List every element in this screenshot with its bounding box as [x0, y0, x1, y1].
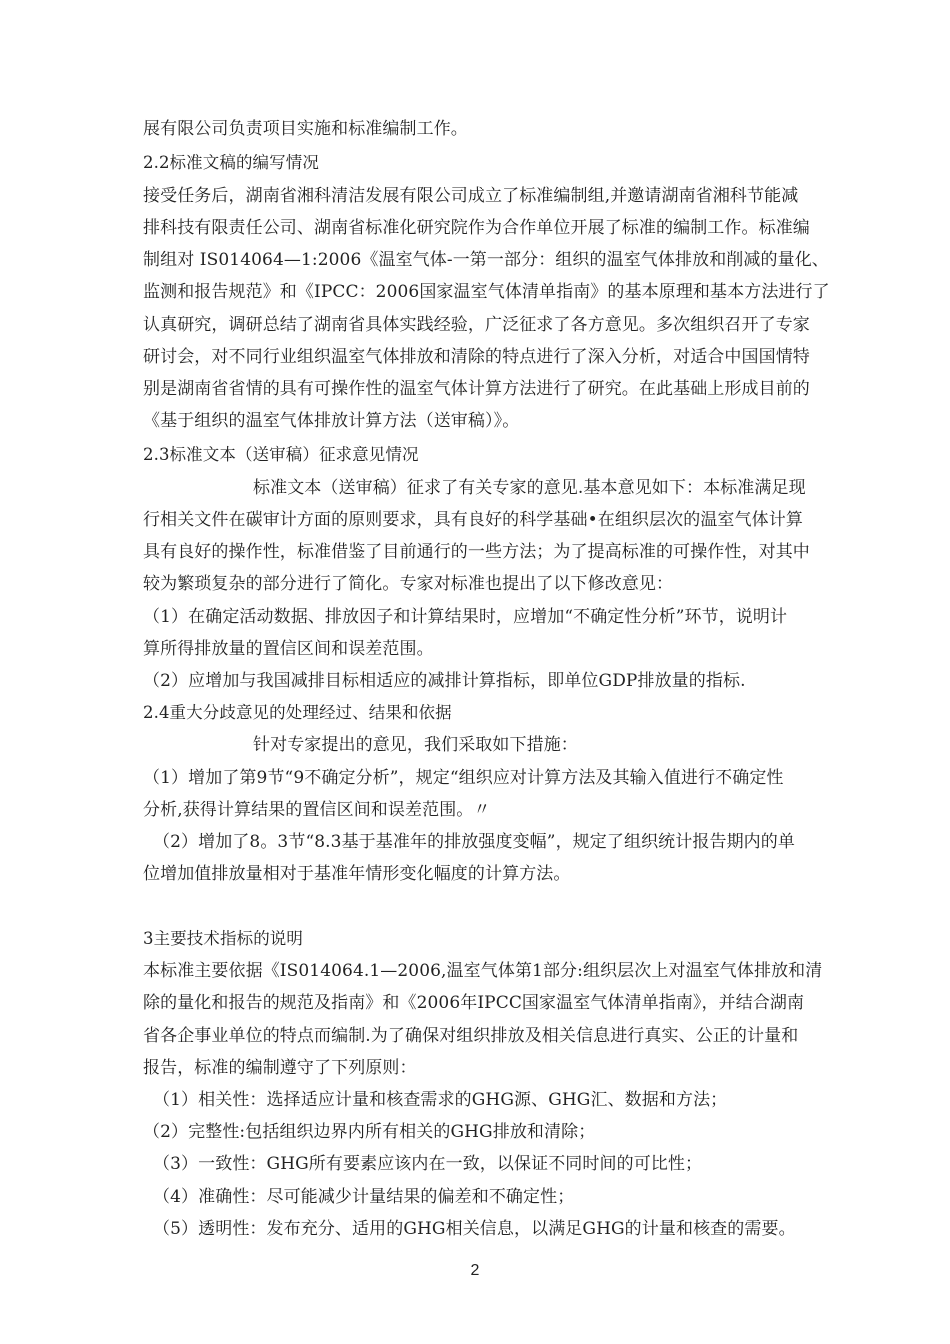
- list-item: （3）一致性：GHG所有要素应该内在一致，以保证不同时间的可比性；: [153, 1154, 703, 1174]
- text-line: 省各企事业单位的特点而编制.为了确保对组织排放及相关信息进行真实、公正的计量和: [143, 1026, 799, 1046]
- text-line: 算所得排放量的置信区间和误差范围。: [143, 639, 434, 659]
- text-line: 除的量化和报告的规范及指南》和《2006年IPCC国家温室气体清单指南》，并结合湖南: [143, 993, 805, 1013]
- text-line: 针对专家提出的意见，我们采取如下措施：: [253, 735, 578, 755]
- text-line: 行相关文件在碳审计方面的原则要求，具有良好的科学基础•在组织层次的温室气体计算: [143, 510, 803, 530]
- list-item: （2）完整性:包括组织边界内所有相关的GHG排放和清除；: [143, 1122, 596, 1142]
- list-item: （4）准确性：尽可能减少计量结果的偏差和不确定性；: [153, 1187, 575, 1207]
- section-heading: 2.2标准文稿的编写情况: [143, 153, 319, 172]
- section-heading: 3主要技术指标的说明: [143, 929, 303, 948]
- page-number: 2: [470, 1262, 480, 1279]
- text-line: （2）应增加与我国减排目标相适应的减排计算指标，即单位GDP排放量的指标.: [143, 671, 746, 691]
- text-line: 研讨会，对不同行业组织温室气体排放和清除的特点进行了深入分析，对适合中国国情特: [143, 347, 810, 367]
- text-line: 分析,获得计算结果的置信区间和误差范围。〃: [143, 800, 491, 820]
- text-line: 排科技有限责任公司、湖南省标准化研究院作为合作单位开展了标准的编制工作。标准编: [143, 218, 810, 238]
- text-line: 《基于组织的温室气体排放计算方法（送审稿）》。: [143, 411, 520, 431]
- text-line: 别是湖南省省情的具有可操作性的温室气体计算方法进行了研究。在此基础上形成目前的: [143, 379, 810, 399]
- text-line: 接受任务后，湖南省湘科清洁发展有限公司成立了标准编制组,并邀请湖南省湘科节能减: [143, 186, 799, 206]
- section-heading: 2.3标准文本（送审稿）征求意见情况: [143, 445, 419, 464]
- list-item: （1）相关性：选择适应计量和核查需求的GHG源、GHG汇、数据和方法；: [153, 1090, 728, 1110]
- text-line: 较为繁琐复杂的部分进行了简化。专家对标准也提出了以下修改意见：: [143, 574, 674, 594]
- text-line: 本标准主要依据《IS014064.1—2006,温室气体第1部分:组织层次上对温室气体排放和清: [143, 961, 823, 981]
- text-line: （1）在确定活动数据、排放因子和计算结果时，应增加“不确定性分析”环节，说明计: [143, 607, 788, 627]
- text-line: （1）增加了第9节“9不确定分析”，规定“组织应对计算方法及其输入值进行不确定性: [143, 768, 784, 788]
- text-line: 展有限公司负责项目实施和标准编制工作。: [143, 119, 468, 139]
- text-line: 报告，标准的编制遵守了下列原则：: [143, 1058, 417, 1078]
- text-line: 位增加值排放量相对于基准年情形变化幅度的计算方法。: [143, 864, 571, 884]
- text-line: 标准文本（送审稿）征求了有关专家的意见.基本意见如下：本标准满足现: [253, 478, 806, 498]
- text-line: 具有良好的操作性，标准借鉴了目前通行的一些方法；为了提高标准的可操作性，对其中: [143, 542, 810, 562]
- list-item: （5）透明性：发布充分、适用的GHG相关信息，以满足GHG的计量和核查的需要。: [153, 1219, 796, 1239]
- section-heading: 2.4重大分歧意见的处理经过、结果和依据: [143, 703, 452, 722]
- text-line: 认真研究，调研总结了湖南省具体实践经验，广泛征求了各方意见。多次组织召开了专家: [143, 315, 810, 335]
- text-line: 监测和报告规范》和《IPCC：2006国家温室气体清单指南》的基本原理和基本方法进行了: [143, 282, 830, 302]
- text-line: （2）增加了8。3节“8.3基于基准年的排放强度变幅”，规定了组织统计报告期内的单: [153, 832, 795, 852]
- text-line: 制组对 IS014064—1:2006《温室气体-一第一部分：组织的温室气体排放和削减的量化、: [143, 250, 829, 270]
